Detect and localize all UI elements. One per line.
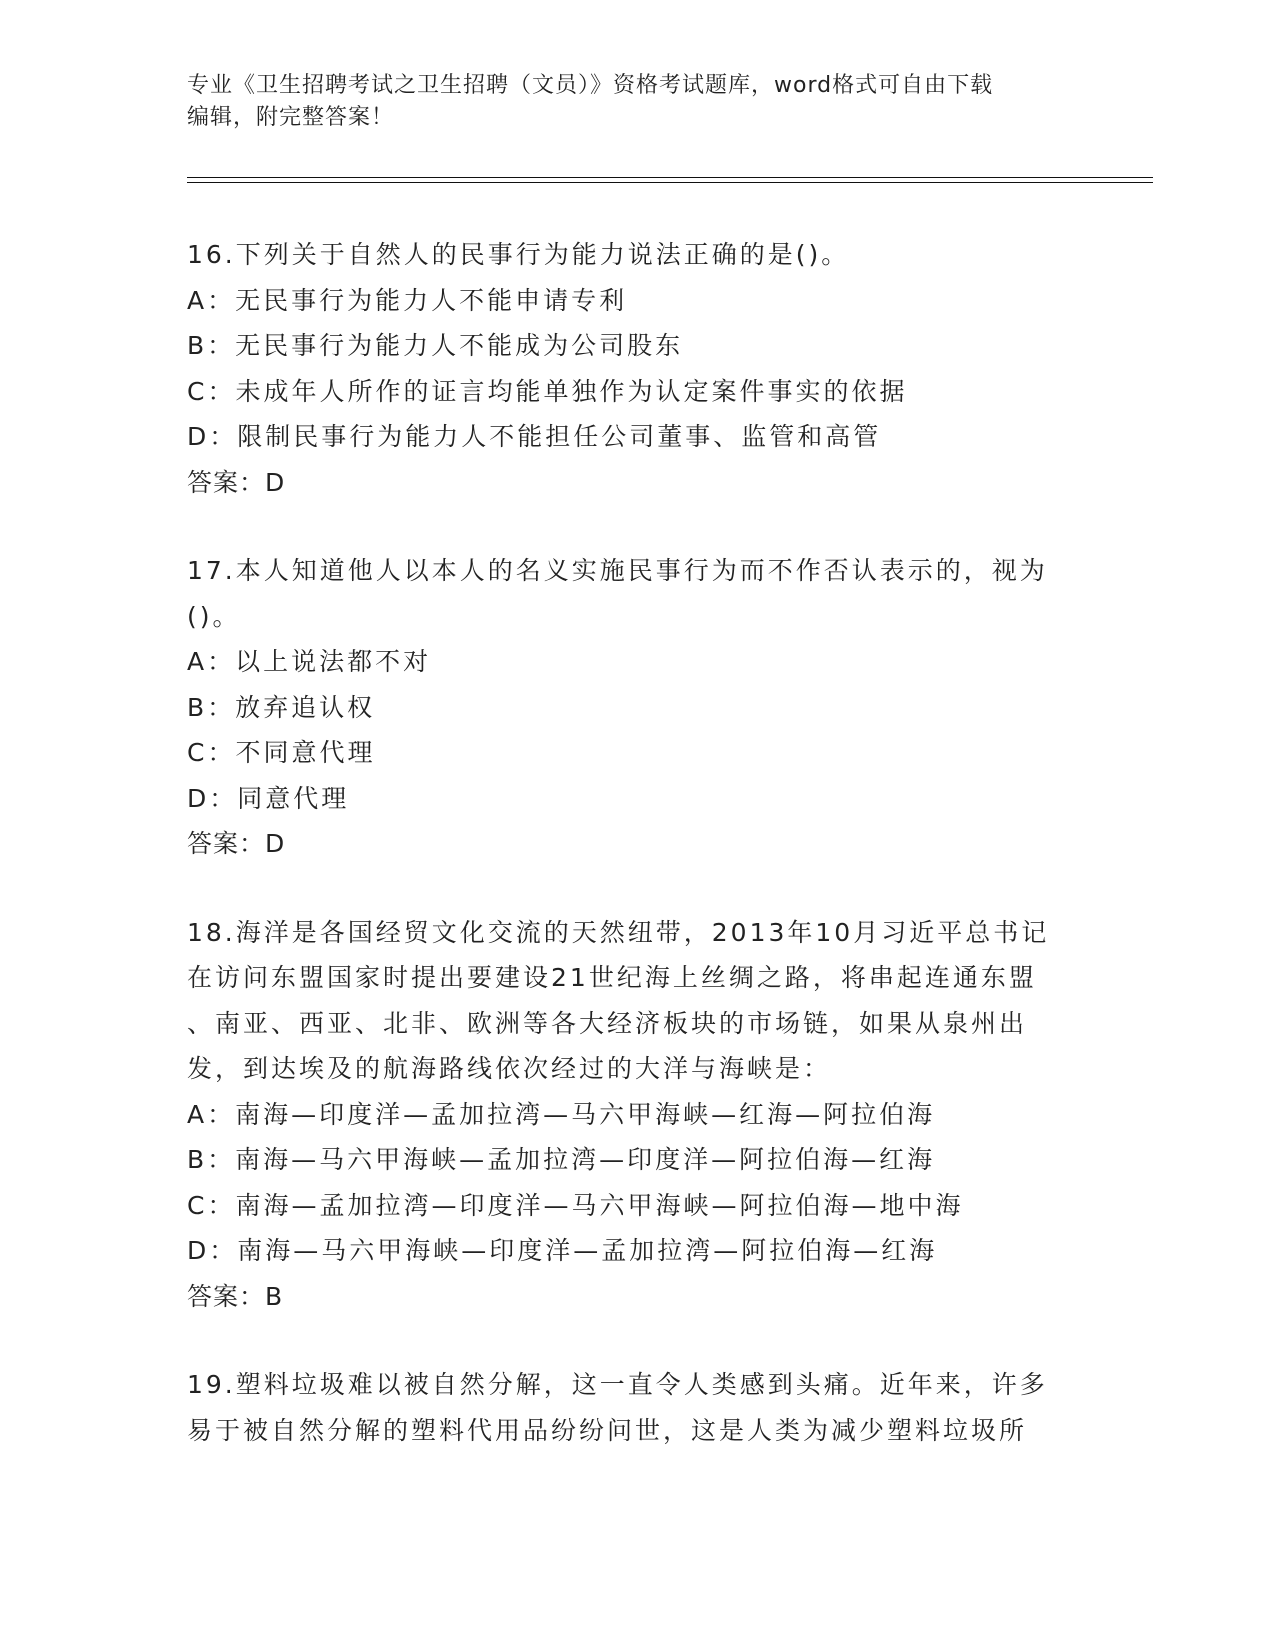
question-text: ()。	[187, 601, 241, 631]
header-line-2: 编辑，附完整答案！	[187, 105, 395, 130]
option-c: C：南海—孟加拉湾—印度洋—马六甲海峡—阿拉伯海—地中海	[187, 1190, 964, 1220]
question-text: 18.海洋是各国经贸文化交流的天然纽带，2013年10月习近平总书记	[187, 917, 1050, 947]
question-text: 19.塑料垃圾难以被自然分解，这一直令人类感到头痛。近年来，许多	[187, 1370, 1048, 1399]
option-d: D：限制民事行为能力人不能担任公司董事、监管和高管	[187, 422, 882, 451]
question-text: 发，到达埃及的航海路线依次经过的大洋与海峡是：	[187, 1054, 832, 1083]
option-a: A：以上说法都不对	[187, 647, 432, 676]
answer: 答案：D	[187, 829, 286, 858]
option-a: A：南海—印度洋—孟加拉湾—马六甲海峡—红海—阿拉伯海	[187, 1099, 936, 1129]
page-header	[187, 70, 1087, 134]
option-d: D：同意代理	[187, 783, 350, 813]
option-b: B：无民事行为能力人不能成为公司股东	[187, 331, 684, 360]
header-line-1: 专业《卫生招聘考试之卫生招聘（文员）》资格考试题库，word格式可自由下载	[187, 73, 994, 98]
option-b: B：南海—马六甲海峡—孟加拉湾—印度洋—阿拉伯海—红海	[187, 1145, 936, 1174]
question-16	[187, 232, 1087, 505]
question-19	[187, 1362, 1087, 1453]
question-text: 易于被自然分解的塑料代用品纷纷问世，这是人类为减少塑料垃圾所	[187, 1415, 1028, 1445]
option-a: A：无民事行为能力人不能申请专利	[187, 285, 628, 315]
header-divider-top	[187, 177, 1153, 178]
question-text: 、南亚、西亚、北非、欧洲等各大经济板块的市场链，如果从泉州出	[187, 1008, 1028, 1038]
question-list	[187, 232, 1087, 1496]
question-17	[187, 548, 1087, 867]
question-text: 在访问东盟国家时提出要建设21世纪海上丝绸之路，将串起连通东盟	[187, 963, 1037, 992]
question-text: 17.本人知道他人以本人的名义实施民事行为而不作否认表示的，视为	[187, 556, 1048, 585]
question-text: 16.下列关于自然人的民事行为能力说法正确的是()。	[187, 240, 850, 269]
option-c: C：不同意代理	[187, 738, 376, 767]
answer: 答案：B	[187, 1281, 284, 1311]
option-b: B：放弃追认权	[187, 692, 376, 722]
header-divider-bottom	[187, 182, 1153, 183]
option-c: C：未成年人所作的证言均能单独作为认定案件事实的依据	[187, 376, 908, 406]
option-d: D：南海—马六甲海峡—印度洋—孟加拉湾—阿拉伯海—红海	[187, 1236, 938, 1265]
answer: 答案：D	[187, 467, 286, 497]
question-18	[187, 910, 1087, 1320]
